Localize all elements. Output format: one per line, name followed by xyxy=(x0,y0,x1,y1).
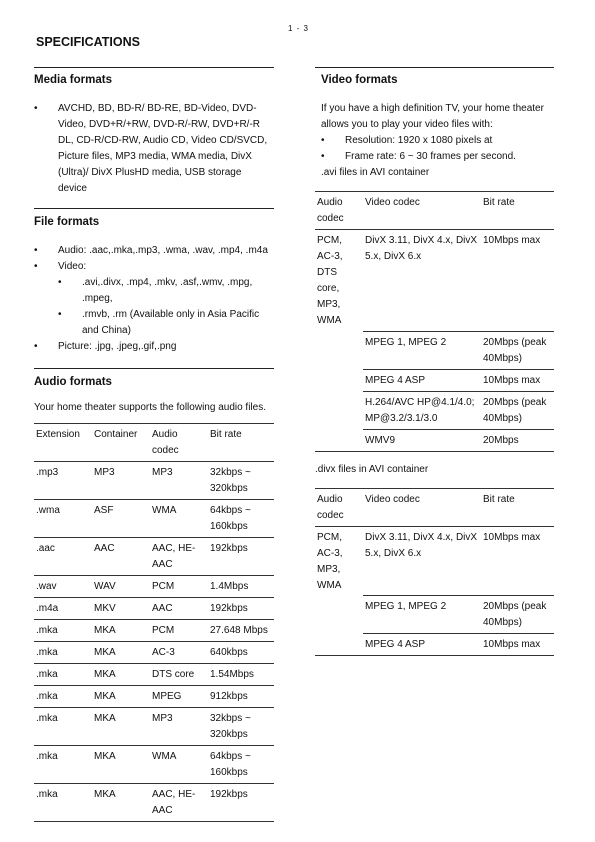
table-row xyxy=(34,686,274,708)
video-bullet-item: • Frame rate: 6 ~ 30 frames per second. xyxy=(321,149,554,165)
table-cell xyxy=(315,391,363,429)
video-bullet-item: • Resolution: 1920 x 1080 pixels at xyxy=(321,133,554,149)
table-cell: PCM xyxy=(152,581,175,592)
avi-table-body xyxy=(315,230,554,452)
table-row xyxy=(34,642,274,664)
table-cell: .wav xyxy=(36,581,57,592)
column-header: Bit rate xyxy=(483,197,515,208)
table-cell: AAC xyxy=(152,603,173,614)
column-header: Audio codec xyxy=(317,197,344,224)
table-cell: .wma xyxy=(36,505,60,516)
table-cell: MPEG xyxy=(152,691,182,702)
table-header-row xyxy=(34,424,274,462)
table-cell: .mka xyxy=(36,751,58,762)
table-row xyxy=(34,538,274,576)
table-row xyxy=(315,331,554,369)
media-formats-section xyxy=(34,67,274,197)
file-video-sub-item: • .rmvb, .rm (Available only in Asia Pacific and China) xyxy=(58,307,274,339)
table-cell: MKA xyxy=(94,789,116,800)
table-cell: MKA xyxy=(94,713,116,724)
video-formats-bullets xyxy=(315,133,554,165)
table-cell: 10Mbps max xyxy=(483,639,541,650)
table-row xyxy=(315,634,554,656)
table-cell: DTS core xyxy=(152,669,195,680)
file-video-sublist xyxy=(58,275,274,339)
audio-formats-table xyxy=(34,423,274,822)
table-cell: MKA xyxy=(94,691,116,702)
audio-formats-section xyxy=(34,368,274,822)
column-header: Audio codec xyxy=(317,493,344,521)
file-formats-heading: File formats xyxy=(34,216,100,228)
table-cell: AAC, HE-AAC xyxy=(152,543,196,570)
table-cell: MP3 xyxy=(94,467,115,478)
table-cell: 10Mbps max xyxy=(481,526,554,596)
file-formats-list xyxy=(34,243,274,355)
file-video-sub-item: • .avi,.divx, .mp4, .mkv, .asf,.wmv, .mpg, .mpeg, xyxy=(58,275,274,307)
table-cell: 64kbps ~ 160kbps xyxy=(210,751,251,778)
media-formats-list xyxy=(34,101,272,197)
table-row xyxy=(315,526,554,596)
table-row xyxy=(34,746,274,784)
table-cell: PCM, AC-3, DTS core, MP3, WMA xyxy=(317,235,343,326)
table-cell: .m4a xyxy=(36,603,59,614)
table-row xyxy=(315,391,554,429)
table-cell: MPEG 4 ASP xyxy=(363,369,481,391)
page-title: SPECIFICATIONS xyxy=(36,35,140,49)
table-cell: MPEG 1, MPEG 2 xyxy=(363,596,481,634)
table-row xyxy=(34,462,274,500)
table-cell: 1.54Mbps xyxy=(210,669,254,680)
avi-table xyxy=(315,191,554,452)
table-cell: 10Mbps max xyxy=(481,230,554,332)
table-cell xyxy=(315,331,363,369)
file-video-item xyxy=(34,259,274,339)
table-cell: AC-3 xyxy=(152,647,175,658)
table-cell: MPEG 4 ASP xyxy=(365,639,426,650)
table-cell: 640kbps xyxy=(210,647,248,658)
table-cell: 192kbps xyxy=(210,543,248,554)
left-column xyxy=(34,67,274,822)
table-cell: 64kbps ~ 160kbps xyxy=(210,505,251,532)
table-cell: .mka xyxy=(36,625,58,636)
table-cell: .mka xyxy=(36,669,58,680)
audio-table-body xyxy=(34,462,274,822)
table-cell: 32kbps ~ 320kbps xyxy=(210,713,251,740)
table-cell: WMA xyxy=(152,505,177,516)
table-row xyxy=(34,620,274,642)
table-cell xyxy=(315,634,363,656)
column-header: Container xyxy=(94,429,138,440)
column-header: Audio codec xyxy=(152,429,179,456)
table-cell: MKA xyxy=(94,751,116,762)
column-header: Video codec xyxy=(365,493,420,505)
table-cell: 20Mbps (peak 40Mbps) xyxy=(481,331,554,369)
table-cell: WMA xyxy=(152,751,177,762)
table-cell: PCM xyxy=(152,625,175,636)
video-formats-heading: Video formats xyxy=(321,74,398,86)
video-formats-intro: If you have a high definition TV, your home theater allows you to play your video files with: xyxy=(321,103,544,130)
table-header-row xyxy=(315,488,554,526)
table-cell: MP3 xyxy=(152,467,173,478)
audio-formats-intro: Your home theater supports the following audio files. xyxy=(34,402,266,413)
file-formats-section xyxy=(34,208,274,355)
table-cell: .mka xyxy=(36,691,58,702)
table-cell: MKA xyxy=(94,669,116,680)
media-formats-item: • AVCHD, BD, BD-R/ BD-RE, BD-Video, DVD-Video, DVD+R/+RW, DVD-R/-RW, DVD+R/-R DL, CD-R/CD-RW, Audio CD, Video CD/SVCD, Picture files, MP3 media, WMA media, DivX (Ultra)/ DivX PlusHD media, USB storage device xyxy=(34,101,272,197)
audio-formats-heading: Audio formats xyxy=(34,376,112,388)
table-cell: .mka xyxy=(36,789,58,800)
table-cell: 192kbps xyxy=(210,789,248,800)
table-cell: .mka xyxy=(36,647,58,658)
table-cell: .mp3 xyxy=(36,467,59,478)
table-cell xyxy=(315,596,363,634)
table-cell xyxy=(315,429,363,451)
media-formats-heading: Media formats xyxy=(34,74,112,86)
table-cell: .aac xyxy=(36,543,55,554)
table-row xyxy=(315,230,554,332)
column-header: Video codec xyxy=(365,197,420,208)
table-cell: WMV9 xyxy=(365,434,395,446)
table-cell: DivX 3.11, DivX 4.x, DivX 5.x, DivX 6.x xyxy=(363,230,481,332)
table-cell: PCM, AC-3, MP3, WMA xyxy=(317,531,343,591)
table-row xyxy=(34,708,274,746)
column-header: Bit rate xyxy=(210,429,242,440)
table-cell: 20Mbps xyxy=(483,434,519,446)
table-row xyxy=(34,500,274,538)
table-row xyxy=(315,596,554,634)
table-cell: 20Mbps (peak 40Mbps) xyxy=(481,391,554,429)
divx-table-body xyxy=(315,526,554,656)
table-cell: AAC xyxy=(94,543,115,554)
divx-table xyxy=(315,488,554,657)
table-cell: 912kbps xyxy=(210,691,248,702)
table-cell: MKA xyxy=(94,647,116,658)
file-picture-item: • Picture: .jpg, .jpeg,.gif,.png xyxy=(34,339,274,355)
table-cell: MPEG 1, MPEG 2 xyxy=(363,331,481,369)
right-column xyxy=(315,67,554,656)
table-cell: 10Mbps max xyxy=(481,369,554,391)
avi-caption: .avi files in AVI container xyxy=(321,167,430,178)
table-row xyxy=(34,576,274,598)
table-cell: 20Mbps (peak 40Mbps) xyxy=(481,596,554,634)
table-cell xyxy=(315,369,363,391)
table-cell: MKV xyxy=(94,603,116,614)
table-cell: DivX 3.11, DivX 4.x, DivX 5.x, DivX 6.x xyxy=(363,526,481,596)
table-cell: AAC, HE-AAC xyxy=(152,789,196,816)
table-cell: MKA xyxy=(94,625,116,636)
table-cell: .mka xyxy=(36,713,58,724)
table-cell: ASF xyxy=(94,505,114,516)
table-cell: 27.648 Mbps xyxy=(210,625,268,636)
file-audio-item: • Audio: .aac,.mka,.mp3, .wma, .wav, .mp4, .m4a xyxy=(34,243,274,259)
table-row xyxy=(315,369,554,391)
table-cell: 1.4Mbps xyxy=(210,581,249,592)
table-row xyxy=(315,429,554,451)
table-row xyxy=(34,664,274,686)
table-cell: MP3 xyxy=(152,713,173,724)
column-header: Extension xyxy=(36,429,80,440)
file-video-label: Video: xyxy=(58,261,87,272)
table-row xyxy=(34,598,274,620)
column-header: Bit rate xyxy=(483,493,515,505)
table-cell: H.264/AVC HP@4.1/4.0; MP@3.2/3.1/3.0 xyxy=(363,391,481,429)
page-number: 1 - 3 xyxy=(288,24,310,33)
table-cell: 192kbps xyxy=(210,603,248,614)
video-formats-section xyxy=(315,67,554,656)
table-cell: 32kbps ~ 320kbps xyxy=(210,467,251,494)
divx-caption: .divx files in AVI container xyxy=(315,463,429,475)
table-cell: WAV xyxy=(94,581,116,592)
table-header-row xyxy=(315,192,554,230)
table-row xyxy=(34,784,274,822)
